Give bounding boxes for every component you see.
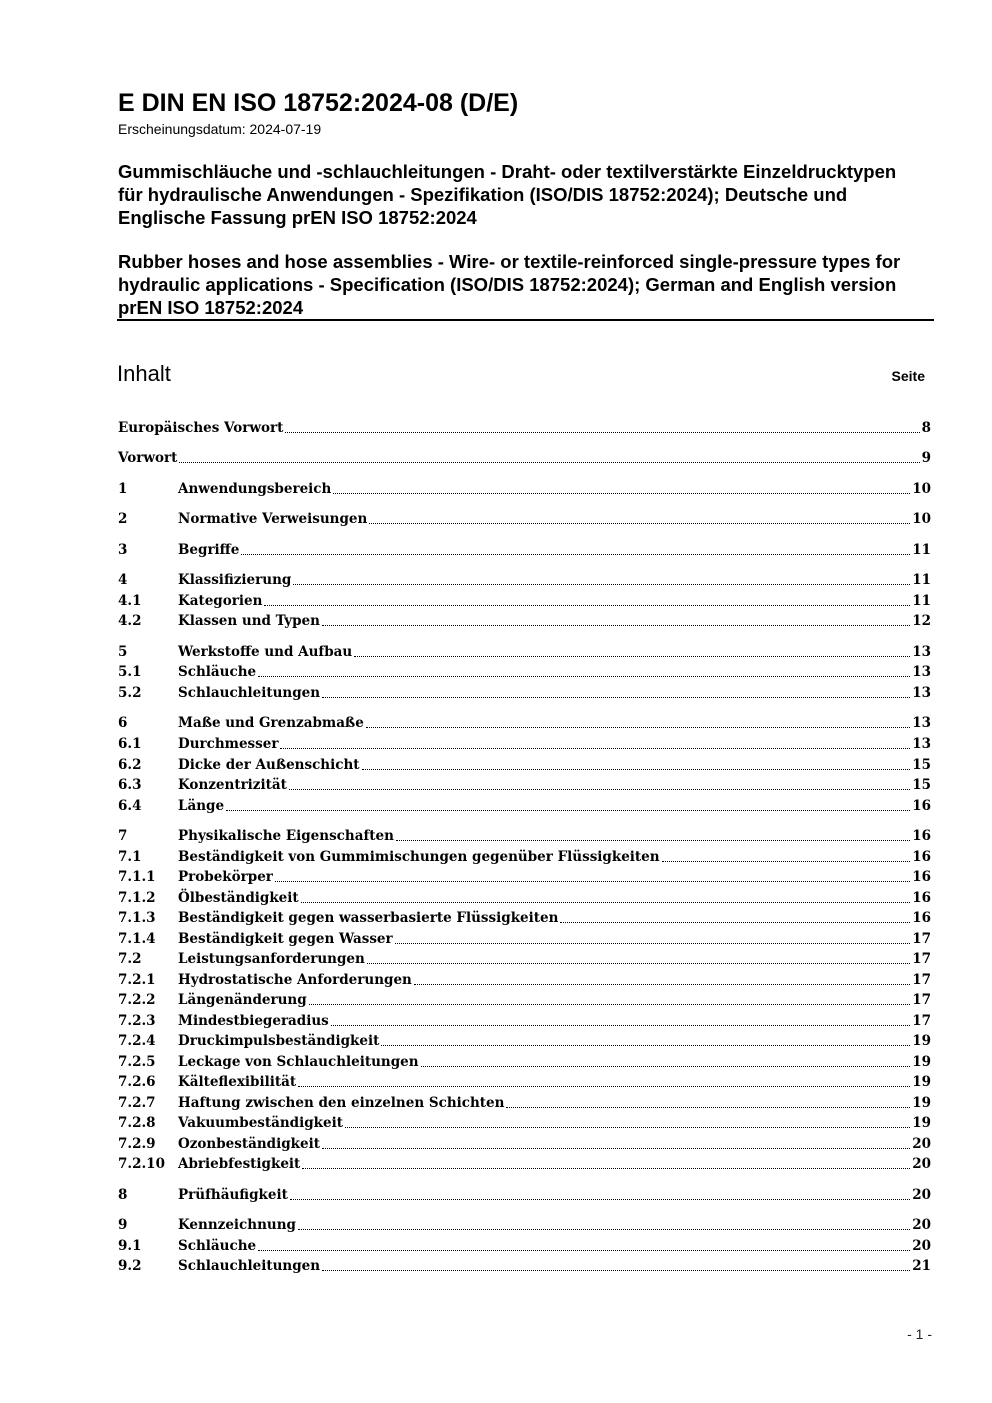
toc-entry-number: 9.2 — [118, 1258, 142, 1274]
toc-entry-title: Leistungsanforderungen — [178, 951, 365, 967]
toc-entry-number: 5.1 — [118, 664, 142, 680]
toc-entry-title: Schläuche — [178, 1238, 257, 1254]
toc-dot-leader — [395, 943, 911, 944]
toc-entry[interactable] — [118, 448, 931, 468]
toc-entry[interactable] — [118, 1215, 931, 1235]
toc-entry-number: 7.2.9 — [118, 1136, 156, 1152]
toc-entry-title: Prüfhäufigkeit — [178, 1187, 288, 1203]
toc-entry-title: Ölbeständigkeit — [178, 890, 299, 906]
toc-entry-title: Durchmesser — [178, 736, 279, 752]
toc-entry-title: Physikalische Eigenschaften — [178, 828, 394, 844]
toc-entry-page: 11 — [912, 542, 931, 558]
toc-entry-page: 19 — [912, 1095, 931, 1111]
toc-entry-page: 21 — [912, 1258, 931, 1274]
toc-entry-page: 20 — [912, 1217, 931, 1233]
toc-dot-leader — [280, 748, 910, 749]
toc-entry[interactable] — [118, 734, 931, 754]
toc-entry-title: Vakuumbeständigkeit — [178, 1115, 343, 1131]
toc-dot-leader — [506, 1107, 910, 1108]
toc-dot-leader — [333, 493, 910, 494]
toc-entry-number: 9 — [118, 1217, 128, 1233]
toc-entry-title: Konzentrizität — [178, 777, 287, 793]
toc-entry-page: 20 — [912, 1136, 931, 1152]
toc-entry-title: Druckimpulsbeständigkeit — [178, 1033, 380, 1049]
toc-entry-title: Kategorien — [178, 593, 263, 609]
toc-entry-page: 17 — [912, 1013, 931, 1029]
toc-dot-leader — [322, 1148, 910, 1149]
toc-dot-leader — [367, 963, 910, 964]
toc-entry-title: Probekörper — [178, 869, 273, 885]
toc-entry-number: 7.2.4 — [118, 1033, 156, 1049]
toc-dot-leader — [275, 881, 910, 882]
toc-dot-leader — [258, 676, 910, 677]
toc-entry[interactable] — [118, 1134, 931, 1154]
toc-entry[interactable] — [118, 970, 931, 990]
toc-dot-leader — [241, 554, 910, 555]
toc-entry-number: 7.1.1 — [118, 869, 156, 885]
toc-entry-page: 20 — [912, 1156, 931, 1172]
toc-entry-number: 7.2.1 — [118, 972, 156, 988]
toc-entry-number: 6 — [118, 715, 128, 731]
toc-entry-title: Werkstoffe und Aufbau — [178, 644, 353, 660]
toc-entry[interactable] — [118, 1256, 931, 1276]
toc-entry-page: 16 — [912, 849, 931, 865]
toc-entry-number: 6.3 — [118, 777, 142, 793]
toc-dot-leader — [289, 789, 910, 790]
toc-entry-page: 16 — [912, 910, 931, 926]
toc-entry[interactable] — [118, 591, 931, 611]
toc-entry-number: 7 — [118, 828, 128, 844]
toc-entry-page: 19 — [912, 1033, 931, 1049]
toc-entry-number: 6.2 — [118, 757, 142, 773]
toc-entry[interactable] — [118, 713, 931, 733]
toc-entry-title: Abriebfestigkeit — [178, 1156, 301, 1172]
toc-dot-leader — [298, 1086, 910, 1087]
toc-entry[interactable] — [118, 1072, 931, 1092]
toc-entry-number: 4.2 — [118, 613, 142, 629]
toc-entry-number: 7.2.8 — [118, 1115, 156, 1131]
toc-entry-title: Leckage von Schlauchleitungen — [178, 1054, 419, 1070]
toc-entry-page: 17 — [912, 951, 931, 967]
toc-entry-page: 16 — [912, 798, 931, 814]
toc-entry-page: 15 — [912, 777, 931, 793]
toc-entry-number: 7.2.6 — [118, 1074, 156, 1090]
toc-entry-title: Normative Verweisungen — [178, 511, 368, 527]
document-title: E DIN EN ISO 18752:2024-08 (D/E) — [118, 89, 519, 117]
toc-entry[interactable] — [118, 683, 931, 703]
toc-entry-title: Begriffe — [178, 542, 240, 558]
toc-entry[interactable] — [118, 418, 931, 438]
title-divider — [117, 319, 934, 321]
toc-entry[interactable] — [118, 642, 931, 662]
toc-entry[interactable] — [118, 908, 931, 928]
toc-entry-page: 10 — [912, 481, 931, 497]
toc-entry-number: 4.1 — [118, 593, 142, 609]
toc-entry-page: 8 — [921, 420, 931, 436]
german-title: Gummischläuche und -schlauchleitungen - Draht- oder textilverstärkte Einzeldrucktypen für hydraulische Anwendungen - Spezifikation (ISO/DIS 18752:2024); Deutsche und Englische Fassung prEN ISO 18752:2024 — [118, 161, 897, 228]
toc-dot-leader — [560, 922, 910, 923]
page-number: - 1 - — [907, 1326, 932, 1342]
publication-date: Erscheinungsdatum: 2024-07-19 — [118, 121, 322, 137]
toc-entry-number: 3 — [118, 542, 128, 558]
toc-entry-page: 16 — [912, 869, 931, 885]
toc-entry-number: 5 — [118, 644, 128, 660]
toc-entry[interactable] — [118, 796, 931, 816]
toc-dot-leader — [302, 1168, 910, 1169]
toc-entry-page: 17 — [912, 992, 931, 1008]
toc-entry-title: Hydrostatische Anforderungen — [178, 972, 412, 988]
toc-entry-title: Klassifizierung — [178, 572, 292, 588]
toc-entry-page: 15 — [912, 757, 931, 773]
toc-heading: Inhalt — [117, 361, 171, 386]
toc-entry-number: 7.2 — [118, 951, 142, 967]
toc-entry-page: 9 — [921, 450, 931, 466]
toc-entry-page: 20 — [912, 1238, 931, 1254]
toc-dot-leader — [226, 810, 910, 811]
toc-entry-title: Dicke der Außenschicht — [178, 757, 360, 773]
toc-dot-leader — [421, 1066, 911, 1067]
toc-entry[interactable] — [118, 1031, 931, 1051]
toc-entry-page: 12 — [912, 613, 931, 629]
toc-dot-leader — [369, 523, 910, 524]
toc-entry[interactable] — [118, 826, 931, 846]
toc-dot-leader — [264, 605, 910, 606]
toc-entry-number: 7.2.2 — [118, 992, 156, 1008]
toc-entry[interactable] — [118, 949, 931, 969]
toc-entry[interactable] — [118, 1154, 931, 1174]
toc-entry-page: 19 — [912, 1054, 931, 1070]
toc-dot-leader — [301, 902, 911, 903]
toc-entry[interactable] — [118, 540, 931, 560]
toc-entry-number: 7.1.3 — [118, 910, 156, 926]
toc-dot-leader — [298, 1229, 910, 1230]
toc-dot-leader — [322, 625, 910, 626]
toc-dot-leader — [258, 1250, 910, 1251]
toc-entry-title: Beständigkeit von Gummimischungen gegenüber Flüssigkeiten — [178, 849, 660, 865]
toc-entry[interactable] — [118, 1052, 931, 1072]
toc-entry-page: 13 — [912, 664, 931, 680]
toc-entry-page: 13 — [912, 685, 931, 701]
toc-entry-number: 7.2.10 — [118, 1156, 165, 1172]
toc-entry-title: Europäisches Vorwort — [118, 420, 284, 436]
toc-dot-leader — [179, 462, 919, 463]
toc-dot-leader — [662, 861, 911, 862]
toc-entry-title: Schlauchleitungen — [178, 685, 321, 701]
toc-entry-page: 16 — [912, 890, 931, 906]
toc-entry-title: Kennzeichnung — [178, 1217, 296, 1233]
toc-entry-title: Schläuche — [178, 664, 257, 680]
toc-entry-number: 7.1.4 — [118, 931, 156, 947]
toc-entry-page: 11 — [912, 593, 931, 609]
toc-entry-page: 19 — [912, 1115, 931, 1131]
toc-dot-leader — [366, 727, 910, 728]
toc-dot-leader — [285, 432, 919, 433]
toc-entry-title: Beständigkeit gegen Wasser — [178, 931, 393, 947]
toc-entry[interactable] — [118, 1011, 931, 1031]
toc-entry[interactable] — [118, 929, 931, 949]
toc-entry[interactable] — [118, 611, 931, 631]
toc-entry[interactable] — [118, 847, 931, 867]
toc-entry-number: 7.2.7 — [118, 1095, 156, 1111]
toc-entry-page: 17 — [912, 931, 931, 947]
toc-entry[interactable] — [118, 755, 931, 775]
english-title: Rubber hoses and hose assemblies - Wire- or textile-reinforced single-pressure types for hydraulic applications - Specification (ISO/DIS 18752:2024); German and English version prEN ISO 18752:2024 — [118, 251, 901, 318]
toc-entry[interactable] — [118, 888, 931, 908]
toc-entry-page: 13 — [912, 715, 931, 731]
toc-dot-leader — [290, 1199, 910, 1200]
toc-entry-number: 7.1.2 — [118, 890, 156, 906]
toc-dot-leader — [322, 1270, 910, 1271]
toc-entry-number: 7.2.5 — [118, 1054, 156, 1070]
toc-dot-leader — [293, 584, 910, 585]
toc-entry-page: 16 — [912, 828, 931, 844]
toc-entry-title: Beständigkeit gegen wasserbasierte Flüssigkeiten — [178, 910, 559, 926]
toc-dot-leader — [414, 984, 910, 985]
toc-entry-page: 11 — [912, 572, 931, 588]
toc-entry[interactable] — [118, 1185, 931, 1205]
toc-dot-leader — [331, 1025, 910, 1026]
toc-entry[interactable] — [118, 1113, 931, 1133]
toc-entry[interactable] — [118, 662, 931, 682]
toc-entry-title: Schlauchleitungen — [178, 1258, 321, 1274]
toc-entry[interactable] — [118, 509, 931, 529]
toc-entry-page: 20 — [912, 1187, 931, 1203]
toc-entry-title: Maße und Grenzabmaße — [178, 715, 364, 731]
toc-dot-leader — [362, 769, 911, 770]
toc-dot-leader — [345, 1127, 910, 1128]
toc-dot-leader — [309, 1004, 911, 1005]
toc-entry-number: 7.2.3 — [118, 1013, 156, 1029]
toc-entry[interactable] — [118, 775, 931, 795]
toc-entry-number: 8 — [118, 1187, 128, 1203]
toc-entry-number: 4 — [118, 572, 128, 588]
toc-entry-number: 7.1 — [118, 849, 142, 865]
toc-entry-page: 13 — [912, 644, 931, 660]
toc-entry-page: 13 — [912, 736, 931, 752]
toc-entry[interactable] — [118, 990, 931, 1010]
toc-entry-page: 19 — [912, 1074, 931, 1090]
toc-entry-number: 2 — [118, 511, 128, 527]
toc-entry[interactable] — [118, 570, 931, 590]
toc-entry-title: Haftung zwischen den einzelnen Schichten — [178, 1095, 505, 1111]
toc-entry[interactable] — [118, 867, 931, 887]
toc-entry-title: Mindestbiegeradius — [178, 1013, 329, 1029]
toc-dot-leader — [354, 656, 910, 657]
toc-entry-title: Klassen und Typen — [178, 613, 320, 629]
toc-entry-page: 10 — [912, 511, 931, 527]
toc-entry-number: 5.2 — [118, 685, 142, 701]
toc-entry-number: 6.1 — [118, 736, 142, 752]
toc-entry[interactable] — [118, 1093, 931, 1113]
toc-entry-title: Länge — [178, 798, 225, 814]
toc-entry-title: Längenänderung — [178, 992, 307, 1008]
toc-entry-number: 1 — [118, 481, 128, 497]
toc-entry-page: 17 — [912, 972, 931, 988]
toc-dot-leader — [396, 840, 910, 841]
toc-entry-number: 6.4 — [118, 798, 142, 814]
toc-entry-number: 9.1 — [118, 1238, 142, 1254]
toc-dot-leader — [322, 697, 910, 698]
toc-dot-leader — [381, 1045, 910, 1046]
toc-entry-title: Kälteflexibilität — [178, 1074, 297, 1090]
toc-entry-title: Ozonbeständigkeit — [178, 1136, 320, 1152]
toc-entry[interactable] — [118, 1236, 931, 1256]
toc-page-label: Seite — [891, 368, 925, 384]
toc-entry-title: Vorwort — [118, 450, 178, 466]
toc-entry[interactable] — [118, 479, 931, 499]
toc-entry-title: Anwendungsbereich — [178, 481, 332, 497]
